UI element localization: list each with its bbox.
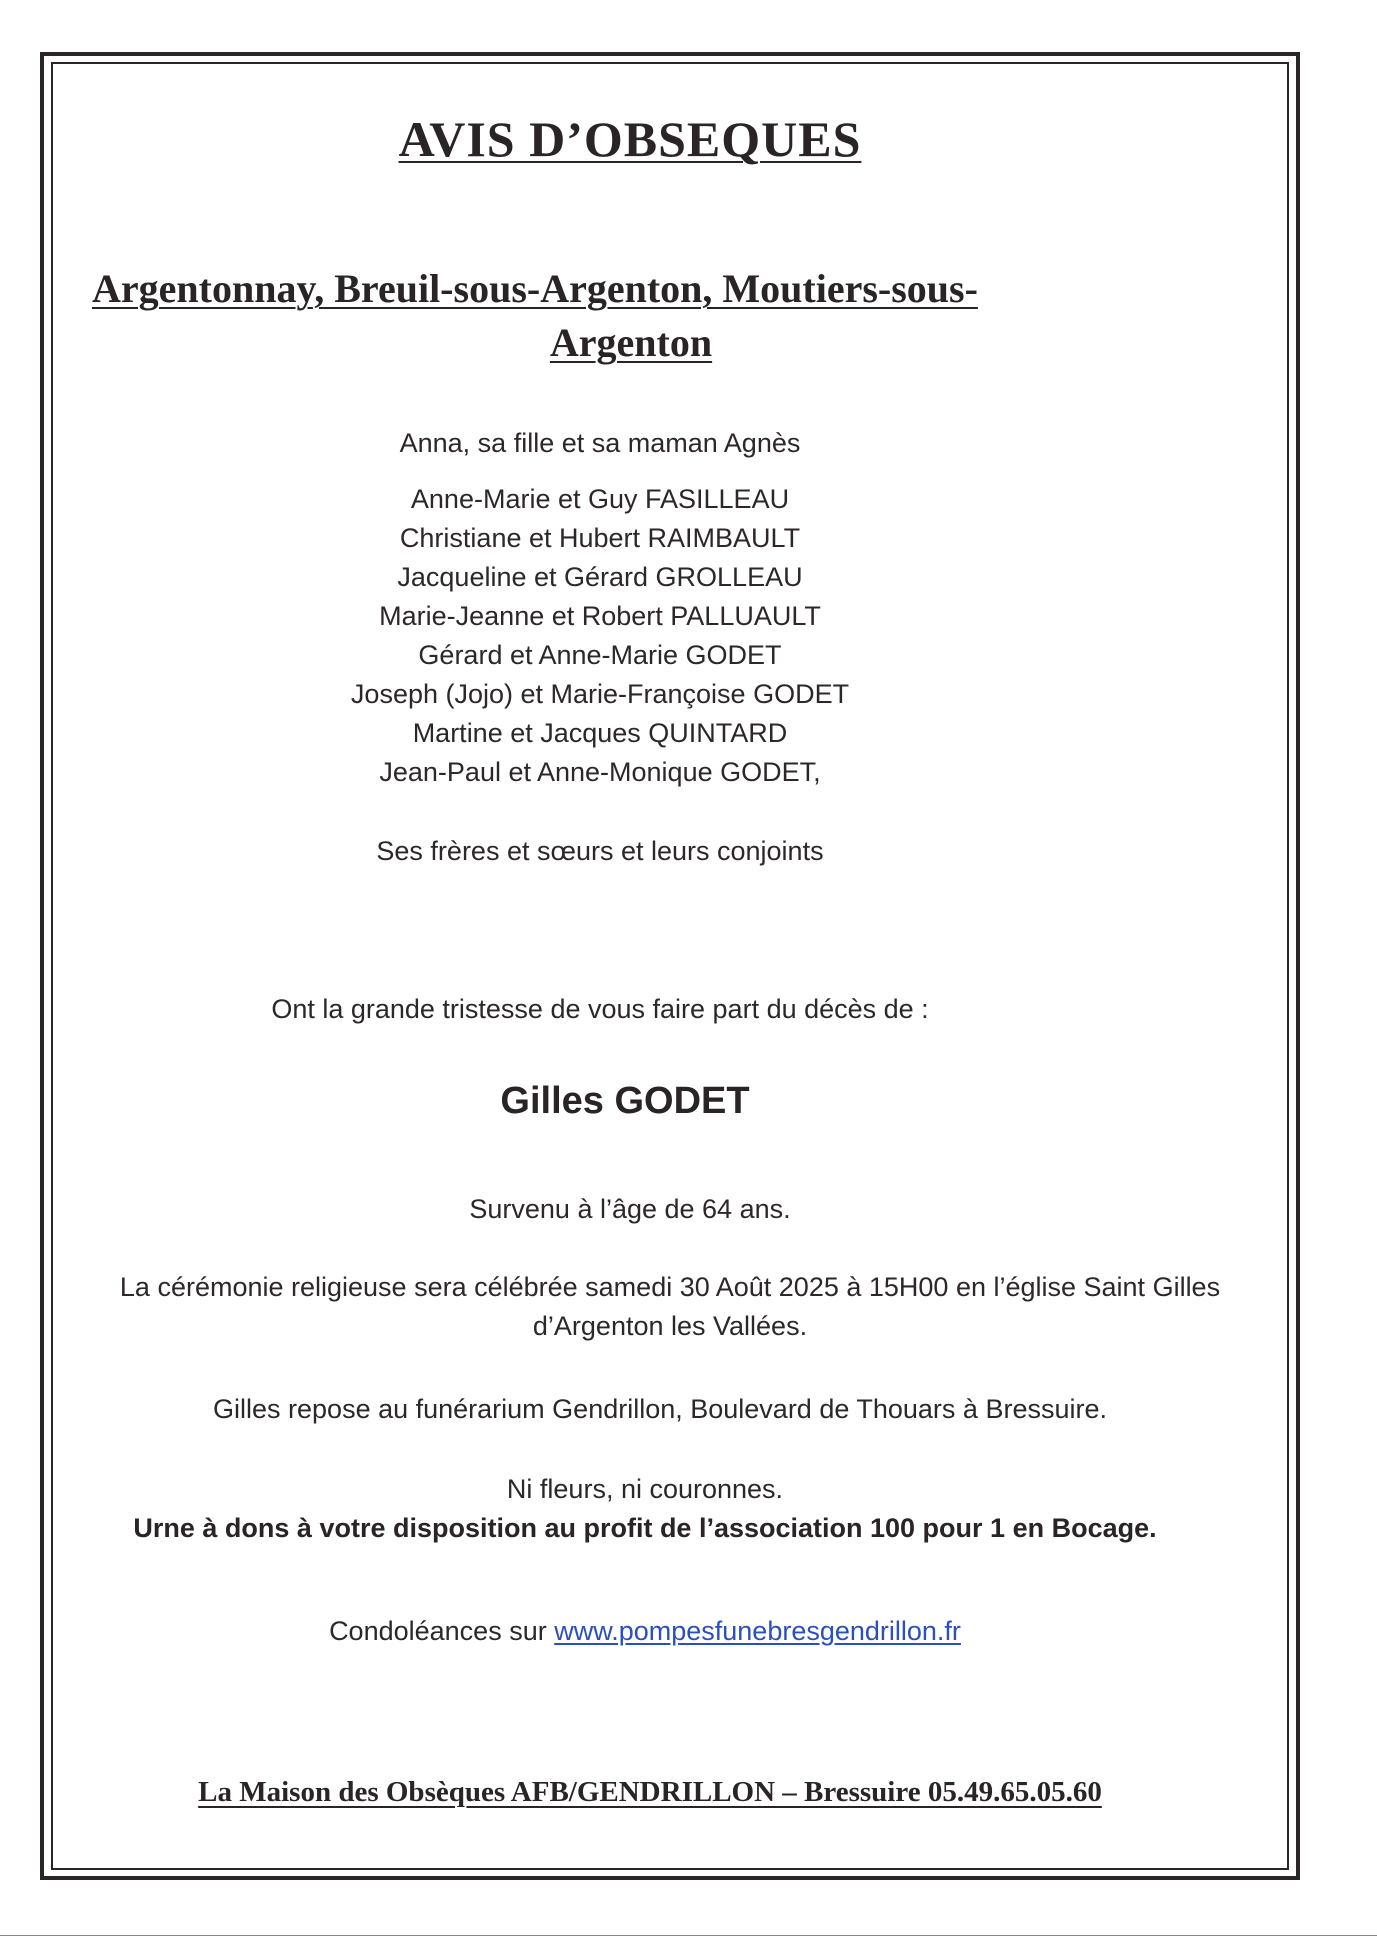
siblings-caption-block xyxy=(0,832,1200,871)
family-first: Anna, sa fille et sa maman Agnès xyxy=(399,428,801,458)
family-member: Christiane et Hubert RAIMBAULT xyxy=(399,523,801,553)
ceremony-block xyxy=(30,1268,1310,1346)
notice-title: AVIS D’OBSEQUES xyxy=(398,111,862,167)
condolences-block xyxy=(0,1612,1290,1651)
family-member: Anne-Marie et Guy FASILLEAU xyxy=(410,484,790,514)
family-member: Marie-Jeanne et Robert PALLUAULT xyxy=(379,601,821,631)
family-first-line xyxy=(0,424,1200,463)
age-line: Survenu à l’âge de 64 ans. xyxy=(469,1194,791,1224)
condolences-link[interactable]: www.pompesfunebresgendrillon.fr xyxy=(554,1616,961,1646)
page-bottom-rule xyxy=(0,1935,1377,1936)
ceremony-line-2: d’Argenton les Vallées. xyxy=(532,1311,808,1341)
family-member: Gérard et Anne-Marie GODET xyxy=(418,640,782,670)
rest-line: Gilles repose au funérarium Gendrillon, Boulevard de Thouars à Bressuire. xyxy=(213,1394,1107,1424)
flowers-block xyxy=(0,1470,1290,1548)
condolences-label: Condoléances sur xyxy=(329,1616,555,1646)
rest-block xyxy=(0,1390,1320,1429)
deceased-name: Gilles GODET xyxy=(500,1080,750,1122)
family-member: Martine et Jacques QUINTARD xyxy=(412,718,788,748)
localities-line-2: Argenton xyxy=(549,320,713,365)
ceremony-line-1: La cérémonie religieuse sera célébrée samedi 30 Août 2025 à 15H00 en l’église Saint Gilles xyxy=(119,1272,1221,1302)
siblings-caption: Ses frères et sœurs et leurs conjoints xyxy=(376,836,824,866)
family-member: Jacqueline et Gérard GROLLEAU xyxy=(397,562,803,592)
urn-line: Urne à dons à votre disposition au profit de l’association 100 pour 1 en Bocage. xyxy=(133,1513,1157,1543)
family-list xyxy=(0,480,1200,792)
family-member: Joseph (Jojo) et Marie-Françoise GODET xyxy=(350,679,850,709)
flowers-line: Ni fleurs, ni couronnes. xyxy=(506,1474,784,1504)
family-member: Jean-Paul et Anne-Monique GODET, xyxy=(379,757,821,787)
age-block xyxy=(0,1190,1260,1229)
funeral-home-footer: La Maison des Obsèques AFB/GENDRILLON – Bressuire 05.49.65.05.60 xyxy=(198,1776,1102,1808)
announcement: Ont la grande tristesse de vous faire part du décès de : xyxy=(271,994,929,1024)
localities-line-1: Argentonnay, Breuil-sous-Argenton, Moutiers-sous- xyxy=(92,266,978,311)
announcement-block xyxy=(0,990,1200,1029)
